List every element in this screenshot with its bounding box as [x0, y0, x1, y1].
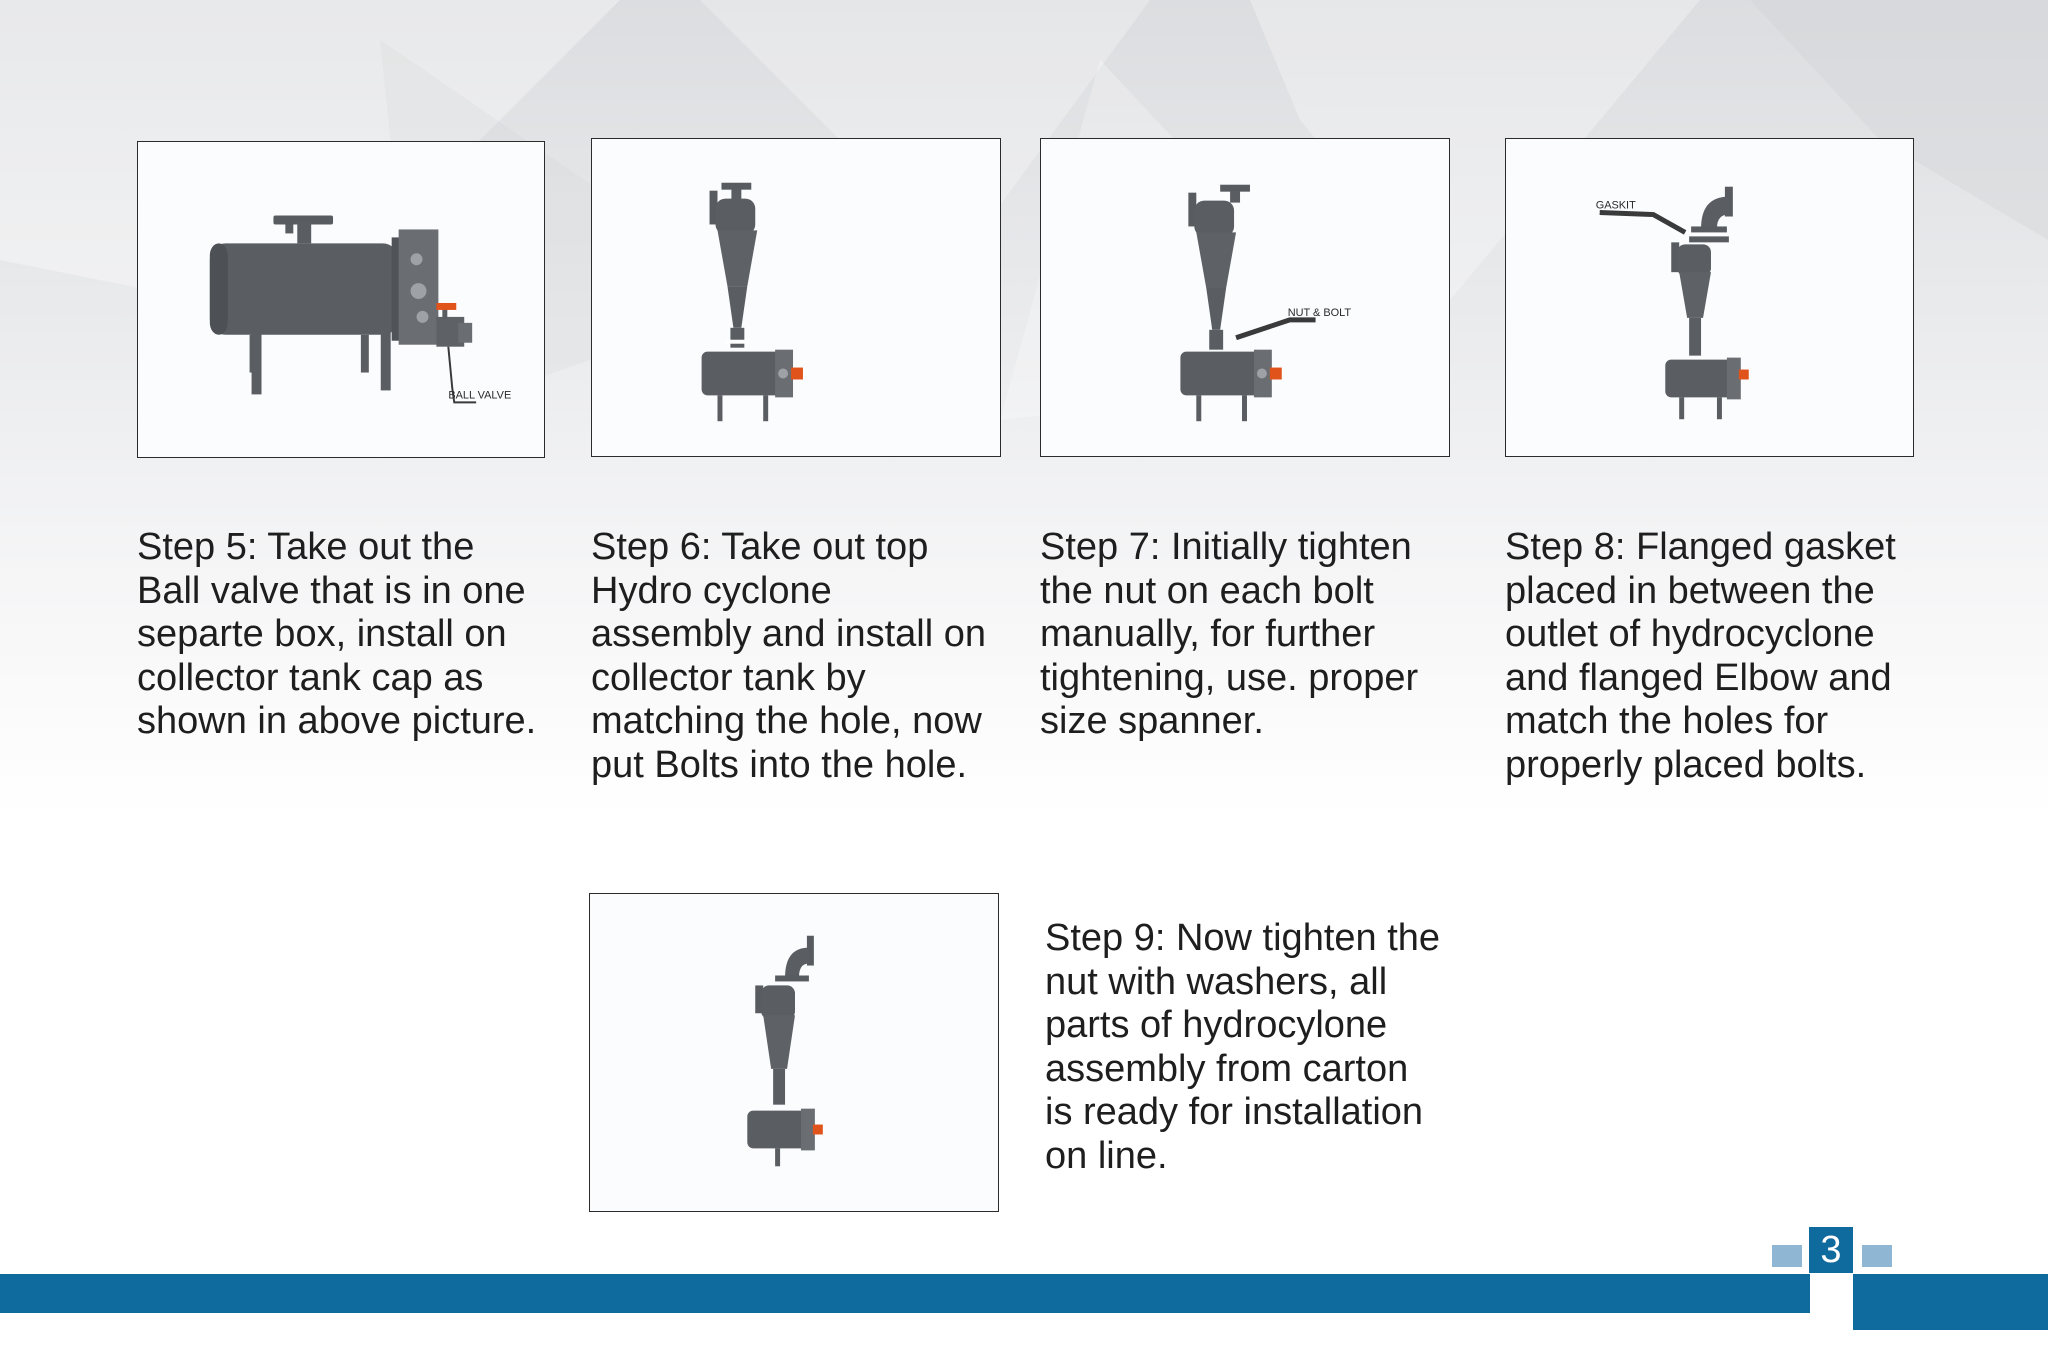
footer-bar-right — [1853, 1274, 2048, 1330]
step-6-text: Step 6: Take out top Hydro cyclone assembly and install on collector tank by matching the hole, now put Bolts into the hole. — [591, 526, 986, 786]
footer-bar — [0, 1274, 1810, 1313]
ball-valve-label: BALL VALVE — [448, 389, 512, 402]
gasket-label: GASKIT — [1595, 199, 1636, 212]
ball-valve-illustration — [138, 142, 544, 457]
nut-and-bolt-illustration — [1041, 139, 1449, 456]
page-decoration-left — [1772, 1245, 1802, 1267]
step-7-text: Step 7: Initially tighten the nut on each bolt manually, for further tightening, use. proper size spanner. — [1040, 526, 1419, 743]
step-7-image — [1040, 138, 1450, 457]
page-decoration-right — [1862, 1245, 1892, 1267]
hydrocyclone-assembly-illustration — [592, 139, 1000, 456]
page-number: 3 — [1809, 1227, 1853, 1273]
step-5-text: Step 5: Take out the Ball valve that is in one separte box, install on collector tank cap as shown in above picture. — [137, 526, 537, 743]
step-6-image — [591, 138, 1001, 457]
step-8-text: Step 8: Flanged gasket placed in between the outlet of hydrocyclone and flanged Elbow and match the holes for properly placed bolts. — [1505, 526, 1896, 786]
nut-and-bolt-label: NUT & BOLT — [1287, 306, 1352, 319]
step-9-image — [589, 893, 999, 1212]
step-9-text: Step 9: Now tighten the nut with washers, all parts of hydrocylone assembly from carton is ready for installation on line. — [1045, 917, 1441, 1177]
completed-assembly-illustration — [590, 894, 998, 1211]
step-8-image — [1505, 138, 1914, 457]
flanged-gasket-illustration — [1506, 139, 1913, 456]
step-5-image — [137, 141, 545, 458]
